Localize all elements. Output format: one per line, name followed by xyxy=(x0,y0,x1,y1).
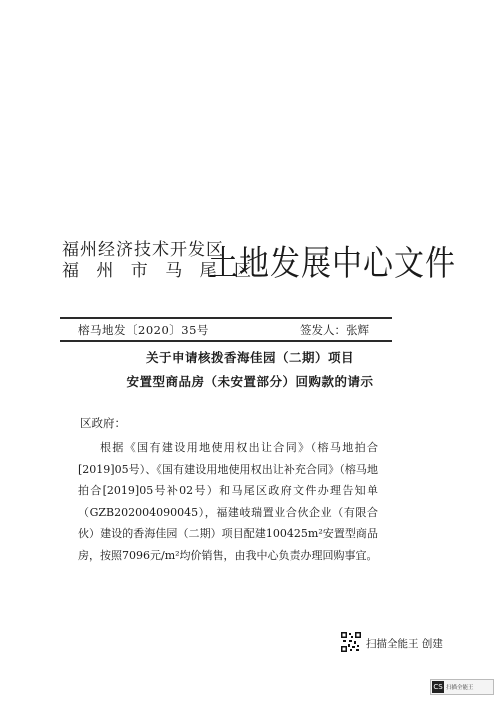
document-header-title: 土地发展中心文件 xyxy=(208,243,456,285)
scanner-logo-icon: CS xyxy=(433,683,443,691)
signer: 签发人：张辉 xyxy=(300,323,369,337)
scanner-logo-text: 扫描全能王 xyxy=(446,685,474,691)
recipient: 区政府： xyxy=(80,416,126,430)
subject-line-1: 关于申请核拨香海佳园（二期）项目 xyxy=(145,350,354,365)
body-paragraph: 根据《国有建设用地使用权出让合同》（榕马地拍合[2019]05号）、《国有建设用地使用权出让补充合同》（榕马地拍合[2019]05号补02号）和马尾区政府文件办理告知单（GZB202004090045），福建岐瑞置业合伙企业（有限合伙）建设的香海佳园（二期）项目配建100425m²安置型商品房，按照7096元/m²均价销售，由我中心负责办理回购事宜。 xyxy=(78,441,378,562)
document-number: 榕马地发〔2020〕35号 xyxy=(78,323,209,337)
scanner-logo xyxy=(430,679,494,695)
header-divider-top xyxy=(60,317,392,319)
qr-code-icon xyxy=(341,632,361,652)
issuing-agency-line-1: 福州经济技术开发区 xyxy=(62,240,224,260)
issuing-agency-line-2: 福 州 市 马 尾 区 xyxy=(62,261,258,281)
subject-line-2: 安置型商品房（未安置部分）回购款的请示 xyxy=(126,374,374,389)
scanner-watermark-label: 扫描全能王 创建 xyxy=(366,638,443,650)
header-divider-bottom xyxy=(60,340,392,342)
